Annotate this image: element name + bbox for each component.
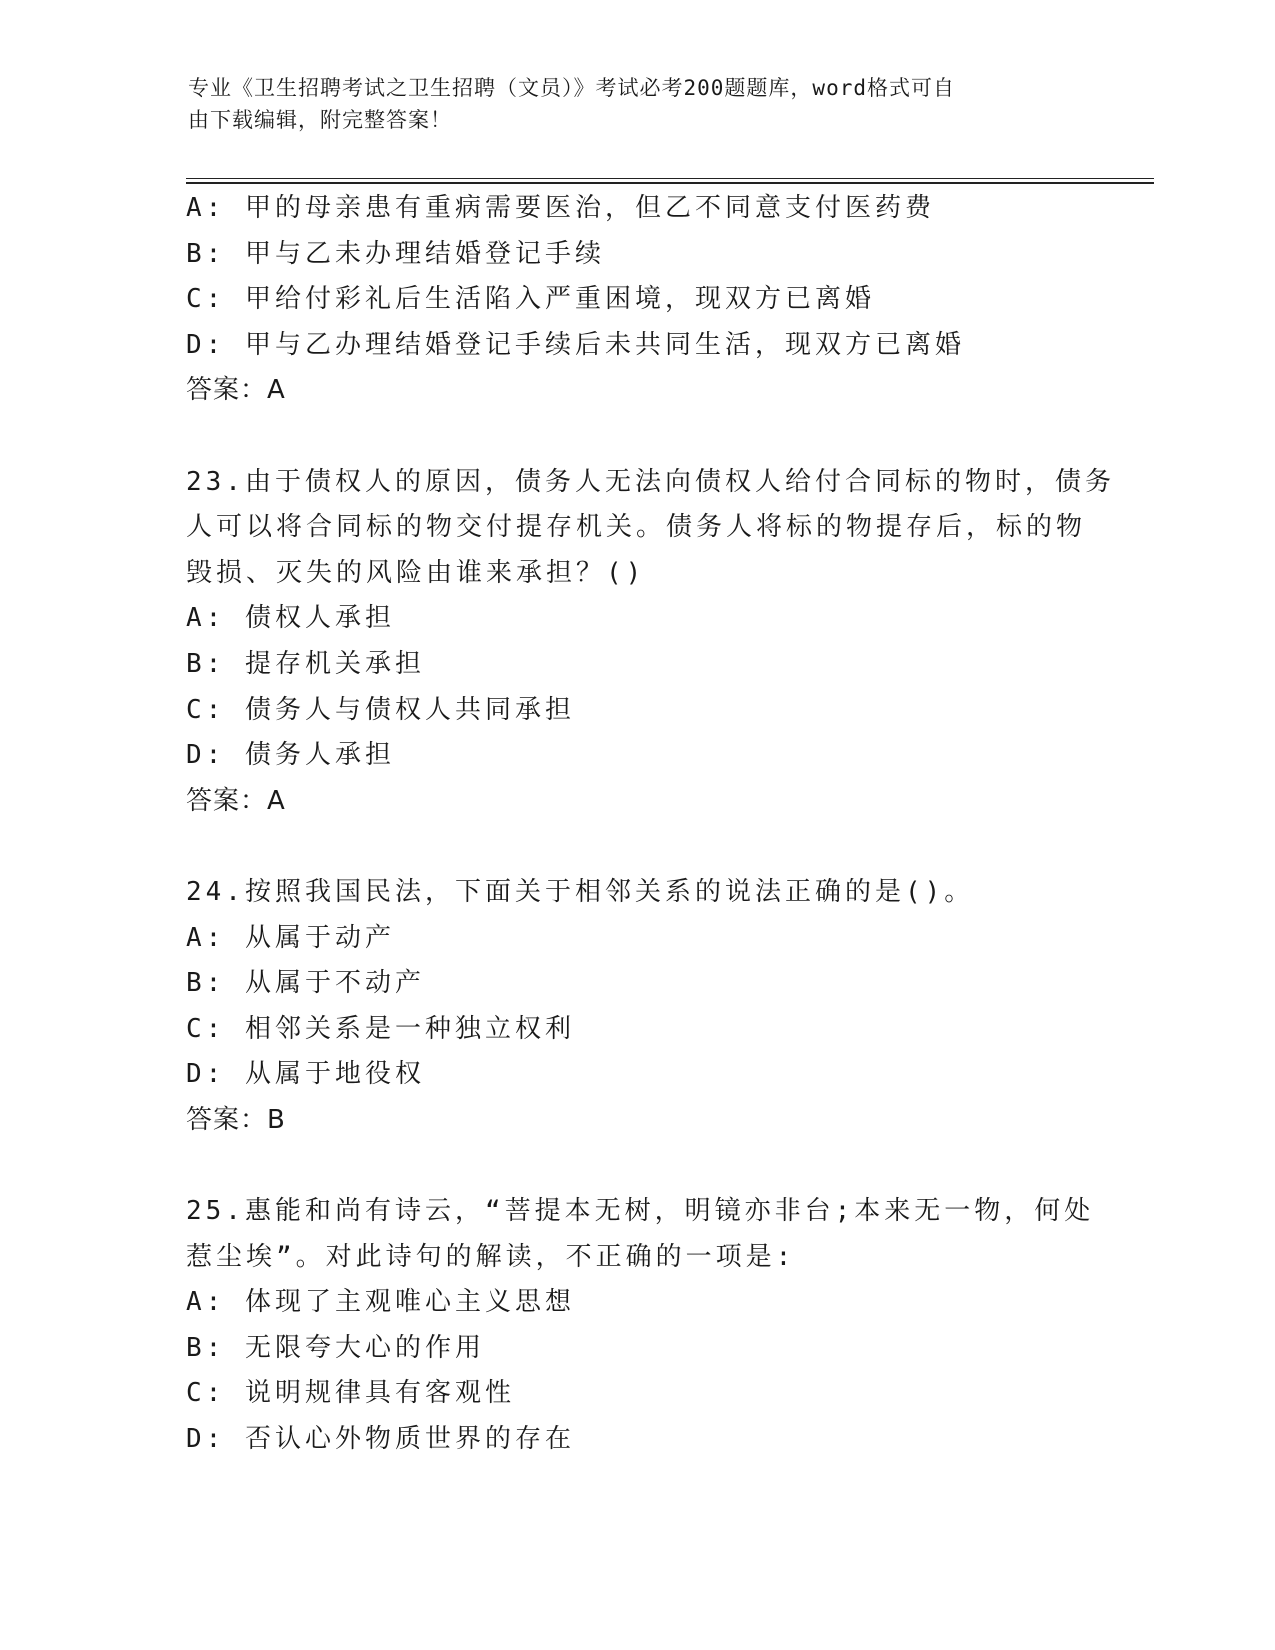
question-22 [186, 186, 1086, 414]
option-b: B: 提存机关承担 [186, 648, 425, 679]
answer: 答案：A [186, 375, 286, 406]
option-b: B: 甲与乙未办理结婚登记手续 [186, 238, 605, 269]
option-b: B: 无限夸大心的作用 [186, 1332, 485, 1363]
option-c: C: 说明规律具有客观性 [186, 1378, 515, 1409]
header-rule-thin [186, 178, 1154, 179]
option-a: A: 甲的母亲患有重病需要医治，但乙不同意支付医药费 [186, 193, 935, 223]
option-a: A: 债权人承担 [186, 603, 395, 634]
document-header [188, 72, 1068, 136]
question-24 [186, 870, 1086, 1144]
question-text-line: 25.惠能和尚有诗云，“菩提本无树，明镜亦非台;本来无一物，何处 [186, 1196, 1095, 1227]
question-25 [186, 1189, 1095, 1463]
header-line-1: 专业《卫生招聘考试之卫生招聘（文员）》考试必考200题题库，word格式可自 [188, 76, 955, 100]
option-c: C: 债务人与债权人共同承担 [186, 694, 575, 725]
header-rule-thick [186, 182, 1154, 184]
question-text-line: 23.由于债权人的原因，债务人无法向债权人给付合同标的物时，债务 [186, 466, 1115, 497]
answer: 答案：B [186, 1104, 286, 1135]
question-list [186, 186, 1115, 1463]
option-a: A: 体现了主观唯心主义思想 [186, 1287, 575, 1318]
question-text-line: 毁损、灭失的风险由谁来承担？() [186, 557, 646, 588]
spacer [186, 824, 1086, 870]
question-text-line: 惹尘埃”。对此诗句的解读，不正确的一项是: [186, 1241, 796, 1272]
spacer [186, 414, 1086, 460]
option-c: C: 甲给付彩礼后生活陷入严重困境，现双方已离婚 [186, 284, 875, 315]
header-line-2: 由下载编辑，附完整答案！ [188, 108, 452, 132]
answer: 答案：A [186, 785, 286, 816]
question-23 [186, 460, 1115, 825]
question-text-line: 24.按照我国民法，下面关于相邻关系的说法正确的是()。 [186, 876, 975, 907]
option-d: D: 甲与乙办理结婚登记手续后未共同生活，现双方已离婚 [186, 329, 965, 360]
option-d: D: 债务人承担 [186, 740, 395, 771]
question-text-line: 人可以将合同标的物交付提存机关。债务人将标的物提存后，标的物 [186, 512, 1087, 543]
option-a: A: 从属于动产 [186, 922, 395, 953]
option-c: C: 相邻关系是一种独立权利 [186, 1013, 575, 1044]
option-d: D: 否认心外物质世界的存在 [186, 1424, 575, 1455]
spacer [186, 1143, 1086, 1189]
option-d: D: 从属于地役权 [186, 1059, 425, 1090]
option-b: B: 从属于不动产 [186, 968, 425, 999]
